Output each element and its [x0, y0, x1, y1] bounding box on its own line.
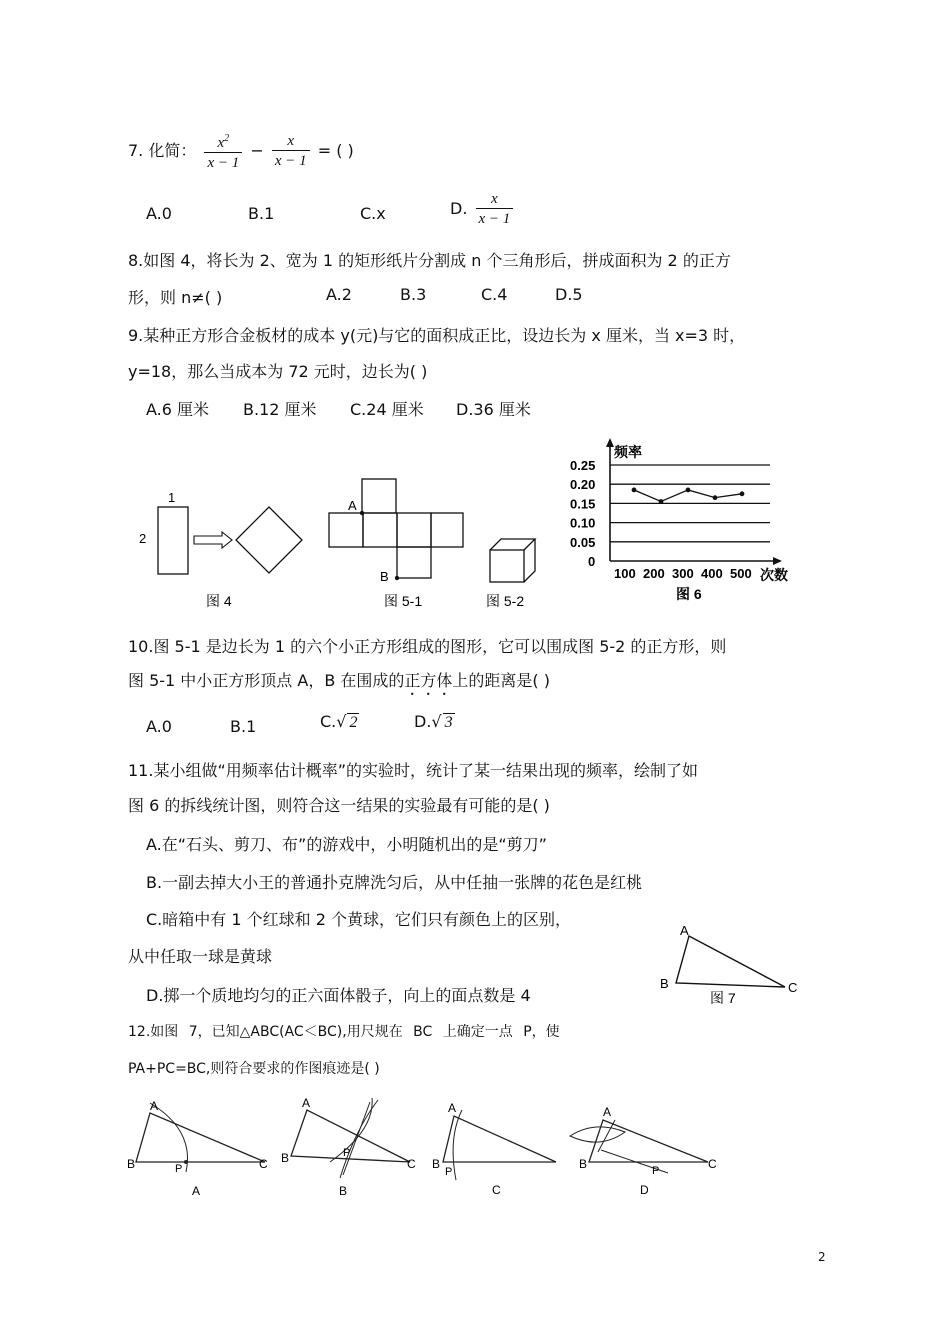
fig4 — [139, 490, 302, 609]
fig6-y-axis-label: 频率 — [614, 444, 642, 460]
q7-paren: ( ) — [336, 141, 354, 160]
q12-option-c-figure — [432, 1101, 556, 1197]
q12-c-vertex-b: B — [432, 1157, 441, 1171]
fig7-triangle — [676, 936, 785, 987]
q7-opt-c: C.x — [360, 204, 386, 223]
q7-frac1-exp: 2 — [224, 133, 230, 144]
q10-line2 — [128, 668, 550, 699]
fig6-caption: 图 6 — [676, 586, 702, 602]
fig7-caption: 图 7 — [710, 990, 736, 1006]
q10-opt-c-sqrt-icon: √ — [336, 712, 347, 731]
q12-c-vertex-a: A — [448, 1101, 457, 1115]
q9-opt-a: A.6 厘米 — [146, 400, 210, 419]
q9-opt-d: D.36 厘米 — [456, 400, 531, 419]
q10-line2-emph: 正方体 — [404, 671, 453, 690]
fig6-x-tick-label: 300 — [672, 566, 694, 581]
fig6-data-point — [740, 491, 745, 496]
fig6-y-tick-label: 0.05 — [570, 534, 596, 550]
q12-b-point-p: P — [343, 1147, 351, 1159]
q11-opt-c1: C.暗箱中有 1 个红球和 2 个黄球，它们只有颜色上的区别， — [146, 910, 571, 929]
fig4-height-label: 2 — [139, 531, 147, 546]
q12-a-vertex-c: C — [259, 1157, 268, 1171]
fig5-1-caption: 图 5-1 — [384, 593, 423, 609]
q7-opt-d-den: x − 1 — [476, 208, 514, 229]
q11-opt-b: B.一副去掉大小王的普通扑克牌洗匀后，从中任抽一张牌的花色是红桃 — [146, 873, 643, 892]
q7-frac1-den: x − 1 — [204, 152, 242, 173]
q12-options — [0, 1090, 950, 1210]
q8-opt-a: A.2 — [326, 285, 352, 304]
q7-frac1-num: x — [217, 135, 225, 151]
q8-line2 — [128, 285, 222, 308]
q12-d-vertex-c: C — [708, 1157, 717, 1171]
q12-line2: PA+PC=BC,则符合要求的作图痕迹是( ) — [128, 1061, 380, 1077]
q7-frac2-den: x − 1 — [272, 150, 310, 171]
q8-line2-text: 形，则 n≠( ) — [128, 288, 223, 307]
q7-opt-d-frac — [476, 190, 514, 229]
fig6-x-axis-label: 次数 — [760, 567, 788, 583]
q9-opt-b: B.12 厘米 — [243, 400, 317, 419]
page-number: 2 — [818, 1250, 826, 1264]
q7-opt-d-num: x — [491, 191, 498, 207]
q8-opt-b: B.3 — [400, 285, 427, 304]
q12-b-vertex-a: A — [302, 1096, 311, 1110]
q11-line1: 11.某小组做“用频率估计概率”的实验时，统计了某一结果出现的频率，绘制了如 — [128, 761, 699, 780]
q7-opt-a: A.0 — [146, 204, 172, 223]
q11-opt-a: A.在“石头、剪刀、布”的游戏中，小明随机出的是“剪刀” — [146, 835, 547, 854]
q7-frac2-num: x — [287, 133, 295, 149]
q11-opt-d: D.掷一个质地均匀的正六面体骰子，向上的面点数是 4 — [146, 986, 531, 1005]
q12-d-point-p: P — [652, 1165, 660, 1177]
q10-opt-c — [320, 712, 359, 732]
fig6-y-tick-label: 0.25 — [570, 458, 596, 473]
q7-eq: = — [317, 141, 332, 160]
q12-a-vertex-a: A — [150, 1099, 159, 1113]
fig5-1-label-b: B — [380, 569, 389, 584]
q12-option-d-label: D — [640, 1183, 649, 1197]
q12-a-point-p: P — [175, 1163, 183, 1175]
q10-line1: 10.图 5-1 是边长为 1 的六个小正方形组成的图形，它可以围成图 5-2 的正方形，则 — [128, 637, 727, 656]
fig6-data-point — [686, 488, 691, 493]
fig4-arrow-icon — [194, 532, 232, 548]
q9-line2: y=18，那么当成本为 72 元时，边长为( ) — [128, 362, 428, 381]
q12-d-vertex-a: A — [603, 1105, 612, 1119]
fig6-y-arrow-icon — [606, 438, 614, 447]
q7-opt-d-label: D. — [450, 199, 468, 218]
fig6-y-tick-label: 0.10 — [570, 515, 596, 531]
q10-line2-c: 上的距离是( ) — [452, 671, 550, 690]
fig4-width-label: 1 — [168, 490, 176, 505]
q9-line1: 9.某种正方形合金板材的成本 y(元)与它的面积成正比，设边长为 x 厘米，当 x=3 时， — [128, 326, 746, 345]
q12-b-vertex-c: C — [407, 1157, 416, 1171]
fig6-y-tick-label: 0 — [588, 554, 596, 569]
fig5-2-caption: 图 5-2 — [486, 593, 525, 609]
q12-option-b-figure — [281, 1096, 416, 1198]
q10-opt-a: A.0 — [146, 717, 172, 736]
q12-option-a-label: A — [192, 1184, 201, 1198]
q10-line2-a: 图 5-1 中小正方形顶点 A，B 在围成的 — [128, 671, 405, 690]
fig4-caption: 图 4 — [206, 593, 232, 609]
q12-d-vertex-b: B — [579, 1157, 588, 1171]
fig6-x-tick-label: 200 — [643, 566, 665, 581]
q12-line1: 12.如图 7，已知△ABC(AC＜BC),用尺规在 BC 上确定一点 P，使 — [128, 1024, 560, 1040]
fig7-label-a: A — [680, 923, 689, 938]
q11-line2: 图 6 的拆线统计图，则符合这一结果的实验最有可能的是( ) — [128, 796, 550, 815]
q9-opt-c: C.24 厘米 — [350, 400, 424, 419]
q7-frac2 — [272, 132, 310, 171]
q7-minus: − — [250, 141, 264, 160]
q10-opt-d-sqrt-icon: √ — [431, 712, 442, 731]
q7-line — [128, 130, 354, 173]
q10-opt-d — [414, 712, 455, 732]
q8-opt-d: D.5 — [555, 285, 583, 304]
q12-b-vertex-b: B — [281, 1151, 290, 1165]
q7-opt-d — [450, 190, 516, 229]
fig7 — [650, 915, 810, 1015]
fig7-label-b: B — [660, 976, 669, 991]
fig6-y-tick-label: 0.15 — [570, 496, 596, 512]
q12-c-point-p: P — [445, 1166, 453, 1178]
q8-opt-c: C.4 — [481, 285, 508, 304]
fig6-x-tick-label: 100 — [614, 566, 636, 581]
q10-opt-c-radicand: 2 — [349, 714, 358, 731]
q11-opt-c2: 从中任取一球是黄球 — [128, 947, 273, 966]
q10-opt-b: B.1 — [230, 717, 257, 736]
q7-label: 7. 化简： — [128, 141, 197, 160]
fig6-x-arrow-icon — [773, 557, 782, 565]
q12-a-vertex-b: B — [127, 1157, 136, 1171]
fig7-label-c: C — [788, 980, 798, 995]
q12-option-a-figure — [127, 1099, 268, 1198]
q10-opt-c-label: C. — [320, 712, 337, 731]
fig6-data-point — [632, 488, 637, 493]
fig4-square — [236, 507, 302, 573]
fig6-chart — [570, 438, 788, 602]
fig4-rectangle — [158, 507, 188, 574]
q10-opt-d-radicand: 3 — [444, 714, 453, 731]
fig6-x-tick-label: 500 — [730, 566, 752, 581]
fig6-x-tick-label: 400 — [701, 566, 723, 581]
q8-line1: 8.如图 4，将长为 2、宽为 1 的矩形纸片分割成 n 个三角形后，拼成面积为 2 的正方 — [128, 251, 731, 270]
fig5-2-cube — [490, 539, 535, 582]
q12-option-c-label: C — [492, 1183, 501, 1197]
fig5-1-net — [329, 479, 463, 578]
fig5-1-label-a: A — [348, 498, 357, 513]
q7-frac1 — [204, 130, 242, 173]
fig6-y-tick-label: 0.20 — [570, 477, 596, 493]
fig6-data-point — [713, 495, 718, 500]
q7-opt-b: B.1 — [248, 204, 275, 223]
q12-option-d-figure — [570, 1105, 717, 1197]
fig5-1-point-b — [395, 576, 399, 580]
q12-option-b-label: B — [339, 1184, 348, 1198]
fig5-1-point-a — [360, 511, 364, 515]
fig6-data-point — [659, 499, 664, 504]
figures-row — [0, 430, 950, 620]
q10-opt-d-label: D. — [414, 712, 432, 731]
